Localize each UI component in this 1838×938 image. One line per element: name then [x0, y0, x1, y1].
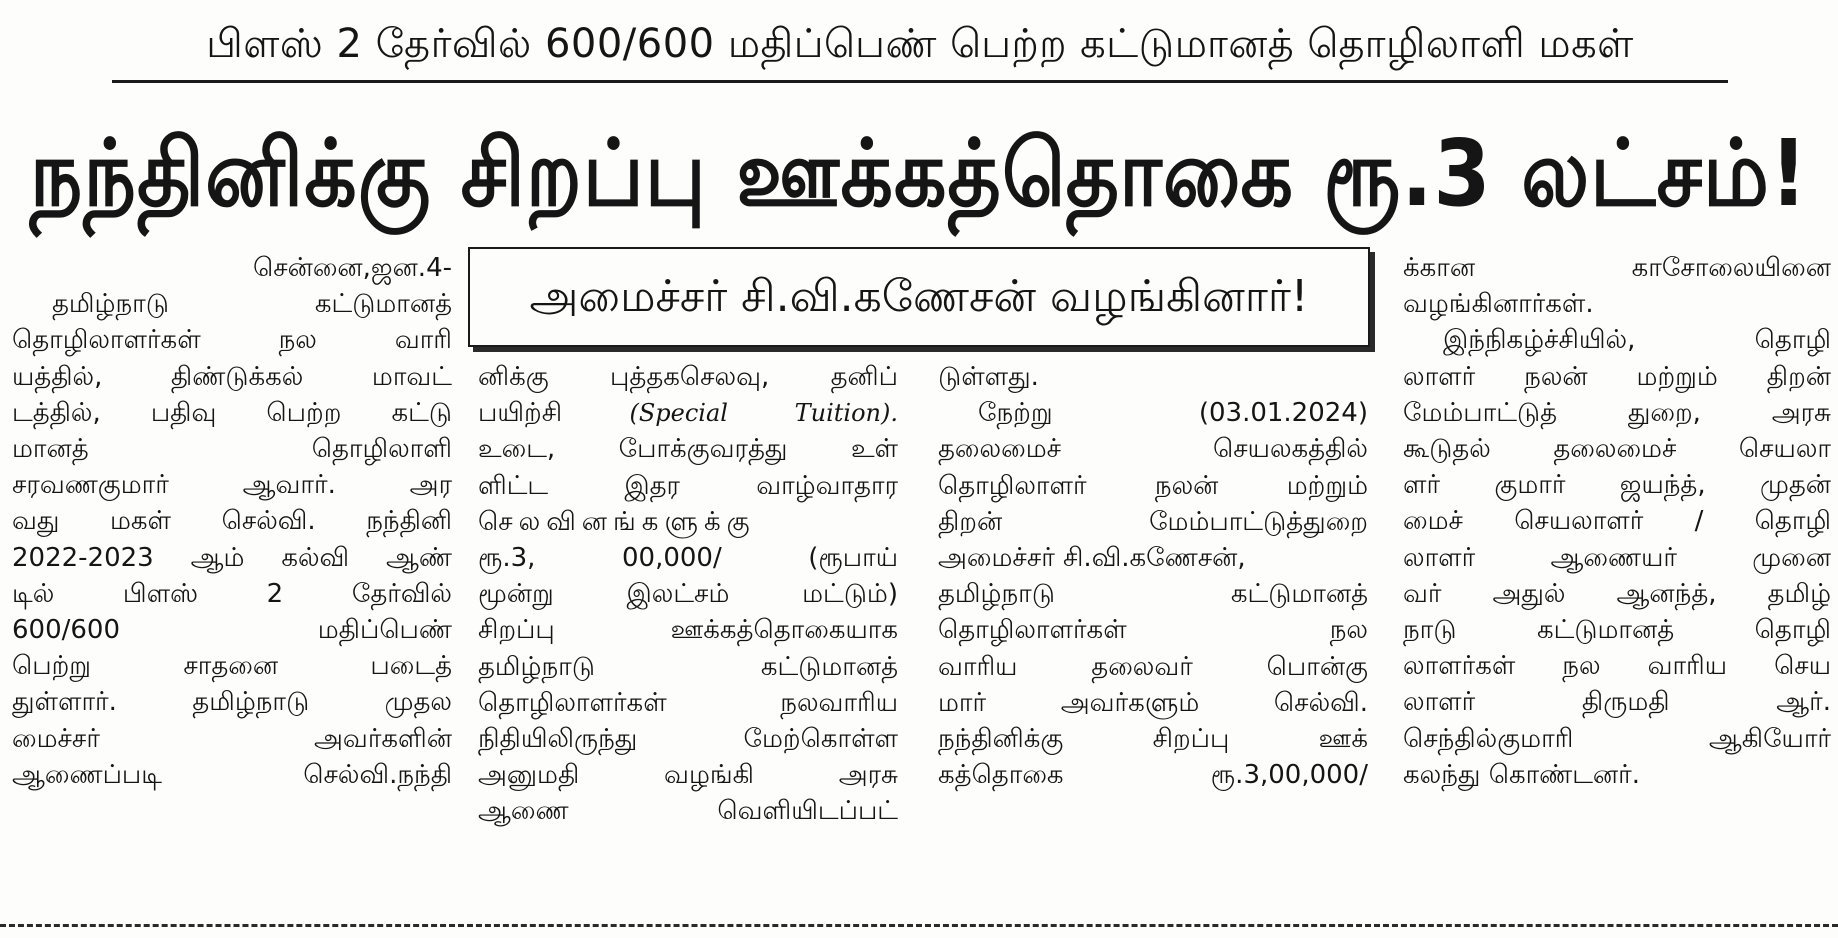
kicker-line: பிளஸ் 2 தேர்வில் 600/600 மதிப்பெண் பெற்ற கட்டுமானத் தொழிலாளி மகள் — [112, 8, 1728, 83]
column-1-line: பெற்று சாதனை படைத் — [12, 651, 452, 682]
column-3-line: திறன் மேம்பாட்டுத்துறை — [938, 506, 1368, 537]
column-2-tamil-fragment: பயிற்சி — [478, 398, 563, 429]
column-4-line: கூடுதல் தலைமைச் செயலா — [1403, 434, 1831, 465]
column-3-line: மார் அவர்களும் செல்வி. — [938, 687, 1368, 718]
english-phrase: (Special Tuition). — [629, 399, 898, 428]
column-1-line: யத்தில், திண்டுக்கல் மாவட் — [12, 361, 452, 392]
column-3-line: தமிழ்நாடு கட்டுமானத் — [938, 579, 1368, 610]
column-4-line: மைச் செயலாளர் / தொழி — [1403, 506, 1831, 537]
column-1-line: டில் பிளஸ் 2 தேர்வில் — [12, 578, 452, 609]
column-1-line: துள்ளார். தமிழ்நாடு முதல — [12, 687, 452, 718]
column-4-line: ளர் குமார் ஜயந்த், முதன் — [1403, 470, 1831, 501]
column-2-line: உடை, போக்குவரத்து உள் — [478, 434, 898, 465]
column-3-line: நேற்று (03.01.2024) — [978, 398, 1368, 429]
article-column-4 — [1403, 250, 1831, 793]
column-1-line: சரவணகுமார் ஆவார். அர — [12, 470, 452, 501]
column-4-line: மேம்பாட்டுத் துறை, அரசு — [1403, 397, 1831, 428]
column-4-line: லாளர் நலன் மற்றும் திறன் — [1403, 361, 1831, 392]
column-1-line: டத்தில், பதிவு பெற்ற கட்டு — [12, 397, 452, 428]
column-1-line: 600/600 மதிப்பெண் — [12, 615, 452, 646]
column-1-line: 2022-2023 ஆம் கல்வி ஆண் — [12, 542, 452, 573]
column-4-line: கலந்து கொண்டனர். — [1403, 759, 1640, 790]
column-1-line: மைச்சர் அவர்களின் — [12, 723, 452, 754]
subhead-box: அமைச்சர் சி.வி.கணேசன் வழங்கினார்! — [468, 247, 1370, 347]
column-2-line-mixed — [478, 395, 898, 431]
column-3-line: நந்தினிக்கு சிறப்பு ஊக் — [938, 724, 1368, 755]
article-column-1 — [12, 250, 452, 793]
column-1-line: ஆணைப்படி செல்வி.நந்தி — [12, 759, 452, 790]
column-3-line: கத்தொகை ரூ.3,00,000/ — [938, 760, 1368, 791]
column-2-line: ரூ.3, 00,000/ (ரூபாய் — [478, 543, 898, 574]
column-3-line: வாரிய தலைவர் பொன்கு — [938, 651, 1368, 682]
column-4-line: க்கான காசோலையினை — [1403, 253, 1831, 283]
column-3-line: டுள்ளது. — [938, 362, 1039, 392]
column-2-line: ஆணை வெளியிடப்பட் — [478, 796, 898, 827]
column-2-line: செலவினங்களுக்கு — [478, 506, 756, 537]
dashed-cut-line — [0, 924, 1838, 927]
column-2-line: தொழிலாளர்கள் நலவாரிய — [478, 687, 898, 718]
column-4-line: செந்தில்குமாரி ஆகியோர் — [1403, 723, 1831, 754]
column-4-line: நாடு கட்டுமானத் தொழி — [1403, 615, 1831, 646]
column-4-line: வர் அதுல் ஆனந்த், தமிழ் — [1403, 578, 1831, 609]
column-1-line: தமிழ்நாடு கட்டுமானத் — [52, 289, 452, 320]
column-4-line: லாளர் ஆணையர் முனை — [1403, 542, 1831, 573]
column-1-line: மானத் தொழிலாளி — [12, 434, 452, 465]
column-2-line: நிதியிலிருந்து மேற்கொள்ள — [478, 724, 898, 755]
column-1-line: வது மகள் செல்வி. நந்தினி — [12, 506, 452, 537]
column-3-line: தொழிலாளர் நலன் மற்றும் — [938, 470, 1368, 501]
column-3-line: தலைமைச் செயலகத்தில் — [938, 434, 1368, 465]
column-2-line: சிறப்பு ஊக்கத்தொகையாக — [478, 615, 898, 646]
column-4-line: இந்நிகழ்ச்சியில், தொழி — [1443, 325, 1831, 356]
column-2-line: ளிட்ட இதர வாழ்வாதார — [478, 470, 898, 501]
column-4-line: வழங்கினார்கள். — [1403, 289, 1594, 320]
column-3-line: தொழிலாளர்கள் நல — [938, 615, 1368, 646]
column-1-line: தொழிலாளர்கள் நல வாரி — [12, 325, 452, 356]
column-3-line: அமைச்சர் சி.வி.கணேசன், — [938, 543, 1246, 574]
dateline: சென்னை,ஜன.4- — [252, 253, 452, 283]
column-2-line: னிக்கு புத்தகசெலவு, தனிப் — [478, 362, 898, 392]
column-2-line: அனுமதி வழங்கி அரசு — [478, 760, 898, 791]
column-4-line: லாளர்கள் நல வாரிய செய — [1403, 651, 1831, 682]
article-column-2 — [478, 359, 898, 830]
column-2-line: மூன்று இலட்சம் மட்டும்) — [478, 579, 898, 610]
column-2-line: தமிழ்நாடு கட்டுமானத் — [478, 651, 898, 682]
article-column-3 — [938, 359, 1368, 793]
column-4-line: லாளர் திருமதி ஆர். — [1403, 687, 1831, 718]
headline: நந்தினிக்கு சிறப்பு ஊக்கத்தொகை ரூ.3 லட்சம்! — [29, 121, 1809, 228]
